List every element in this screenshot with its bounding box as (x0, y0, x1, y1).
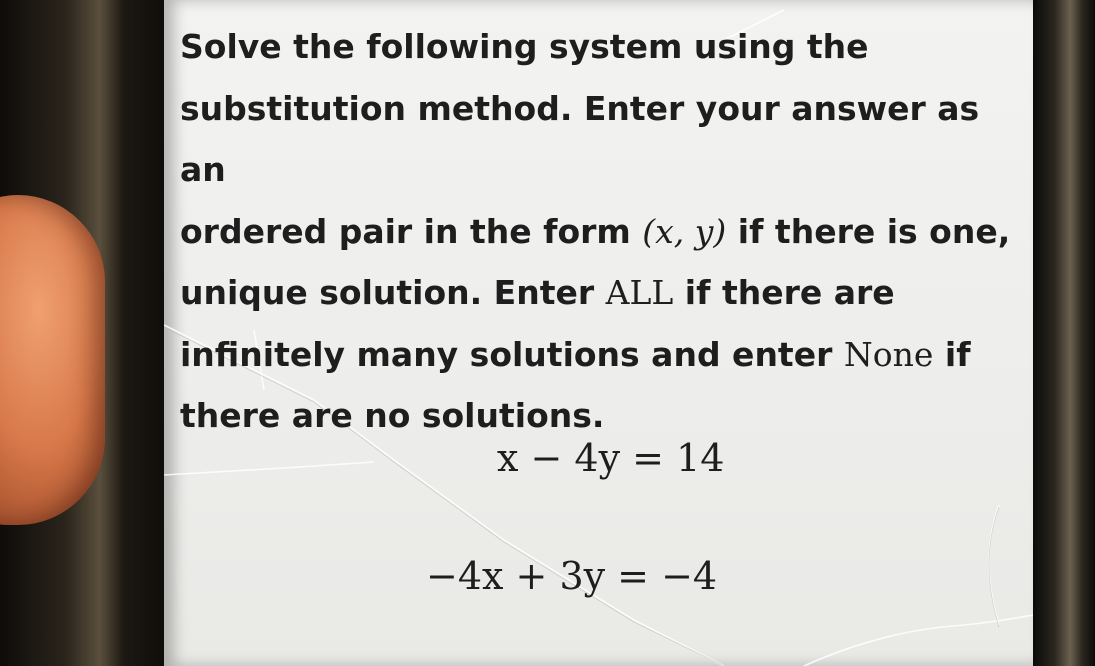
problem-line-3-end: if there is one, (726, 211, 1011, 251)
problem-line-4-start: unique solution. Enter (180, 273, 606, 312)
problem-line-3-start: ordered pair in the form (180, 211, 643, 251)
problem-statement (180, 16, 1020, 447)
keyword-all: ALL (605, 273, 674, 312)
phone-bezel-right (1033, 0, 1095, 666)
problem-line-5-end: if (933, 334, 971, 374)
problem-line-6: there are no solutions. (180, 396, 605, 435)
phone-screen (164, 0, 1033, 666)
problem-line-5-start: infinitely many solutions and enter (180, 334, 844, 374)
problem-line-4 (180, 262, 1020, 324)
problem-line-1: Solve the following system using the (180, 27, 869, 66)
finger (0, 195, 105, 525)
equation-2: −4x + 3y = −4 (426, 554, 718, 598)
problem-line-4-end: if there are (673, 273, 895, 312)
problem-line-3 (180, 201, 1020, 263)
keyword-none: None (843, 334, 934, 374)
problem-line-2: substitution method. Enter your answer as an (180, 88, 980, 189)
ordered-pair-notation: (x, y) (642, 211, 727, 251)
equation-1: x − 4y = 14 (497, 436, 725, 480)
problem-line-5 (180, 324, 1020, 386)
